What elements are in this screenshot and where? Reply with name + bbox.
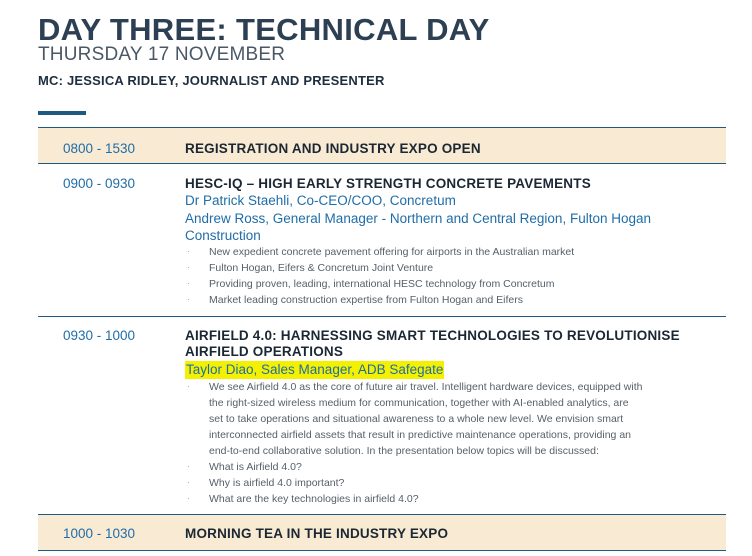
session-time: 1000 - 1030 — [63, 526, 136, 541]
list-item: · New expedient concrete pavement offering for airports in the Australian market — [187, 246, 575, 258]
speaker-highlighted: Taylor Diao, Sales Manager, ADB Safegate — [186, 362, 444, 377]
bullet-icon: · — [187, 382, 190, 391]
divider — [38, 316, 726, 317]
speaker: Construction — [185, 228, 261, 243]
description-line: We see Airfield 4.0 as the core of future air travel. Intelligent hardware devices, equipped with — [209, 381, 643, 393]
description-line: end-to-end collaborative solution. In the presentation below topics will be discussed: — [209, 445, 599, 457]
accent-bar — [38, 111, 86, 115]
speaker: Andrew Ross, General Manager - Northern and Central Region, Fulton Hogan — [185, 211, 651, 226]
bullet-icon: · — [187, 478, 190, 487]
session-time: 0800 - 1530 — [63, 141, 136, 156]
speaker: Dr Patrick Staehli, Co-CEO/COO, Concretum — [185, 193, 456, 208]
bullet-icon: · — [187, 247, 190, 256]
session-title-line: AIRFIELD 4.0: HARNESSING SMART TECHNOLOGIES TO REVOLUTIONISE — [185, 328, 680, 343]
session-title: REGISTRATION AND INDUSTRY EXPO OPEN — [185, 141, 481, 156]
bullet-list — [185, 379, 715, 507]
description-line: interconnected airfield assets that result in predictive maintenance operations, providing an — [209, 429, 631, 441]
session-title: MORNING TEA IN THE INDUSTRY EXPO — [185, 526, 449, 541]
bullet-icon: · — [187, 279, 190, 288]
bullet-list — [185, 244, 715, 308]
list-item: · Providing proven, leading, international HESC technology from Concretum — [187, 278, 555, 290]
description-line: set to take operations and situational awareness to a whole new level. We envision smart — [209, 413, 624, 425]
divider — [38, 550, 726, 551]
bullet-icon: · — [187, 295, 190, 304]
session-title: HESC-IQ – HIGH EARLY STRENGTH CONCRETE PAVEMENTS — [185, 176, 591, 191]
session-time: 0930 - 1000 — [63, 328, 136, 343]
session-title-line: AIRFIELD OPERATIONS — [185, 344, 344, 359]
day-date: THURSDAY 17 NOVEMBER — [38, 44, 286, 65]
list-item: · Market leading construction expertise from Fulton Hogan and Eifers — [187, 294, 523, 306]
session-time: 0900 - 0930 — [63, 176, 136, 191]
list-item: · What is Airfield 4.0? — [187, 461, 302, 473]
bullet-icon: · — [187, 494, 190, 503]
list-item — [185, 379, 715, 459]
list-item: · What are the key technologies in airfield 4.0? — [187, 493, 419, 505]
bullet-icon: · — [187, 263, 190, 272]
list-item: · Why is airfield 4.0 important? — [187, 477, 345, 489]
bullet-icon: · — [187, 462, 190, 471]
mc-line: MC: JESSICA RIDLEY, JOURNALIST AND PRESENTER — [38, 73, 385, 88]
page-title: DAY THREE: TECHNICAL DAY — [38, 12, 490, 47]
list-item: · Fulton Hogan, Eifers & Concretum Joint Venture — [187, 262, 434, 274]
description-line: the right-sized wireless medium for communication, together with AI-enabled analytics, are — [209, 397, 629, 409]
divider — [38, 163, 726, 164]
